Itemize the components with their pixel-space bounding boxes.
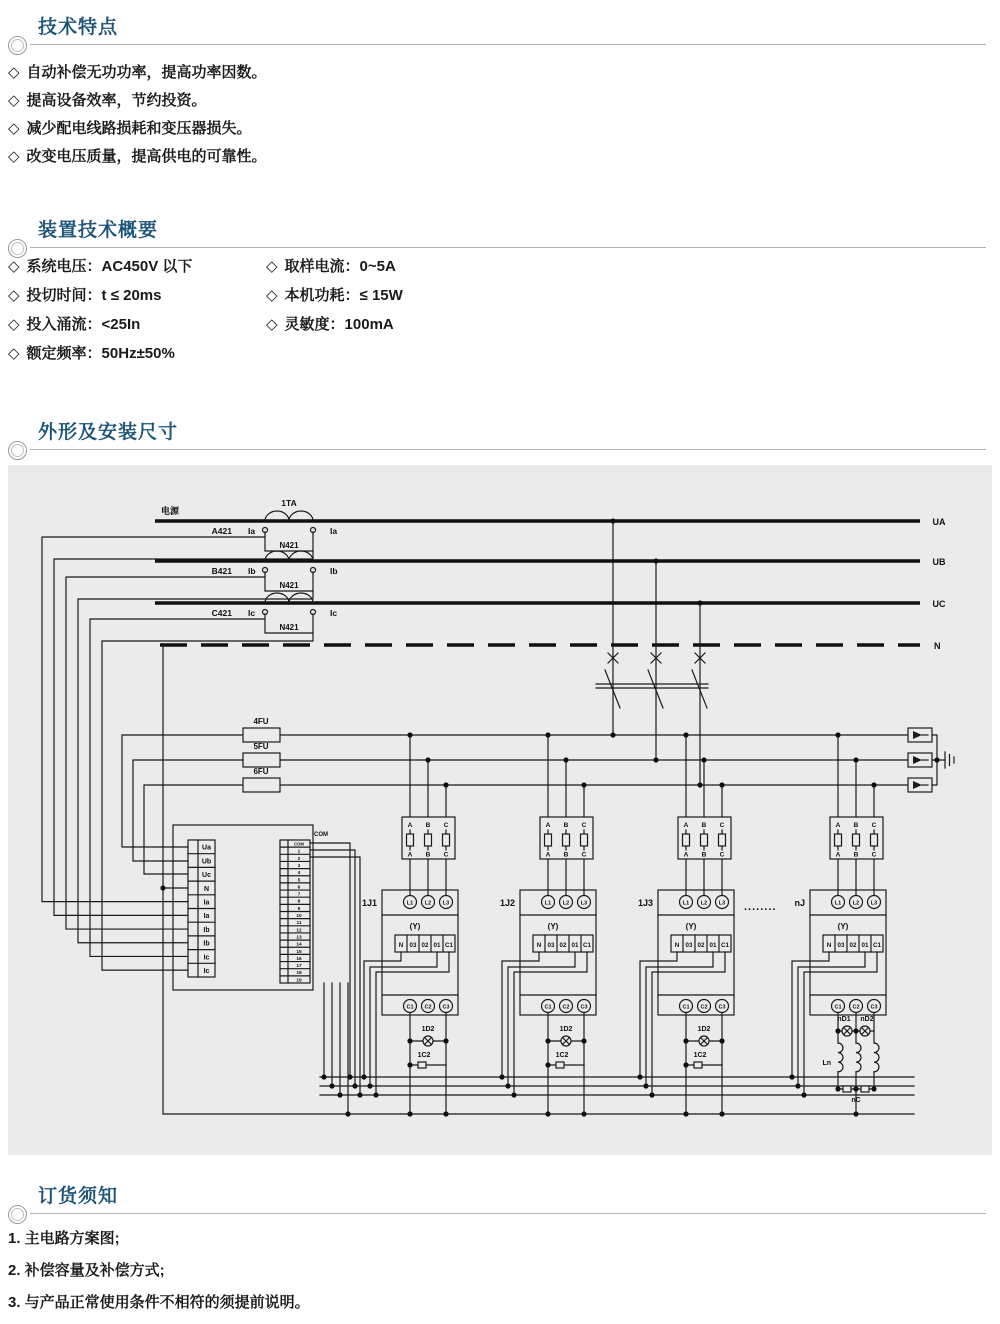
phase-label: C <box>581 822 587 829</box>
spec-item <box>266 285 403 306</box>
control-terminal-label: 01 <box>861 942 869 949</box>
diagram-shape <box>514 952 587 1095</box>
terminal-label: N <box>203 885 210 893</box>
diagram-shape <box>90 619 265 956</box>
phase-label: A <box>683 822 689 829</box>
capacitor-label: 1C2 <box>555 1052 569 1059</box>
lamp-label: 1D2 <box>697 1026 711 1033</box>
control-terminal-label: 01 <box>709 942 717 949</box>
terminal-number: 11 <box>296 921 302 927</box>
diagram-shape <box>683 1038 688 1043</box>
contact-label: L3 <box>718 900 726 907</box>
terminal-number: 1 <box>297 849 301 855</box>
diagram-shape <box>934 757 939 762</box>
output-label: C2 <box>562 1004 570 1011</box>
capacitor-label: 1C2 <box>417 1052 431 1059</box>
contact-label: L3 <box>442 900 450 907</box>
contact-label: L2 <box>424 900 432 907</box>
terminal-label: Uc <box>202 872 211 880</box>
phase-label: A <box>407 822 413 829</box>
diamond-bullet-icon: ◇ <box>8 120 20 137</box>
fuse-icon <box>853 834 860 846</box>
terminal-label: Ic <box>203 967 210 975</box>
lamp-label: 1D2 <box>559 1026 573 1033</box>
spec-item <box>8 256 192 277</box>
capacitor-icon <box>556 1062 564 1068</box>
spec-item <box>8 314 140 335</box>
phase-label: A <box>683 851 689 859</box>
diamond-bullet-icon: ◇ <box>8 64 20 81</box>
terminal-number: 18 <box>296 971 302 977</box>
control-terminal-label: N <box>536 942 542 949</box>
diagram-shape <box>835 1028 840 1033</box>
contact-label: L2 <box>700 900 708 907</box>
diagram-shape <box>853 1028 858 1033</box>
diagram-shape <box>801 1092 806 1097</box>
diamond-bullet-icon: ◇ <box>266 287 278 304</box>
feature-item <box>8 146 267 167</box>
diagram-shape <box>329 1083 334 1088</box>
terminal-label: Ia <box>203 913 210 921</box>
controller-box <box>173 825 313 990</box>
fuse-icon <box>871 834 878 846</box>
diagram-shape <box>243 753 280 767</box>
diagram-shape <box>581 782 586 787</box>
phase-label: B <box>853 851 859 859</box>
spec-item <box>8 343 175 364</box>
diamond-bullet-icon: ◇ <box>8 345 20 362</box>
ct-primary-label: B421 <box>211 566 232 576</box>
ordering-item: 1. 主电路方案图; <box>8 1230 120 1247</box>
terminal-label: Ub <box>201 858 212 866</box>
terminal-number: COM <box>294 841 304 847</box>
diagram-shape <box>563 757 568 762</box>
current-label: Ib <box>330 566 338 576</box>
section-divider <box>30 44 986 45</box>
diagram-shape <box>545 1062 550 1067</box>
diagram-shape <box>376 952 449 1095</box>
capacitor-label: 1C2 <box>693 1052 707 1059</box>
diamond-bullet-icon: ◇ <box>8 258 20 275</box>
diagram-shape <box>357 1092 362 1097</box>
phase-label: A <box>545 822 551 829</box>
diagram-shape <box>856 1043 861 1072</box>
current-label: Ia <box>248 526 256 536</box>
phase-label: C <box>443 822 449 829</box>
surge-arresters <box>908 728 954 792</box>
phase-label: A <box>835 822 841 829</box>
control-terminal-label: C1 <box>721 942 729 949</box>
fuse-label: 5FU <box>253 742 269 751</box>
spec-text: 投入涌流：<25In <box>26 316 141 333</box>
terminal-number: 15 <box>296 949 302 955</box>
section-ring-icon <box>8 239 27 258</box>
control-terminal-label: N <box>826 942 832 949</box>
diagram-shape <box>243 728 280 742</box>
control-terminal-label: 03 <box>409 942 417 949</box>
capacitor-icon <box>694 1062 702 1068</box>
feature-item <box>8 62 267 83</box>
spec-text: 投切时间：t ≤ 20ms <box>26 287 162 304</box>
diagram-shape <box>443 1038 448 1043</box>
diagram-shape <box>545 1038 550 1043</box>
diagram-shape <box>337 1092 342 1097</box>
control-terminal-label: C1 <box>445 942 453 949</box>
ordering-item: 2. 补偿容量及补偿方式; <box>8 1262 165 1279</box>
diagram-shape <box>425 757 430 762</box>
terminal-number: 17 <box>296 964 302 970</box>
diagram-shape <box>835 732 840 737</box>
diagram-shape <box>697 782 702 787</box>
fuse-icon <box>835 834 842 846</box>
diagram-shape <box>321 1074 326 1079</box>
section-divider <box>30 1213 986 1214</box>
fuse-icon <box>545 834 552 846</box>
diagram-shape <box>683 1062 688 1067</box>
contact-label: L1 <box>682 900 690 907</box>
output-label: C1 <box>406 1004 414 1011</box>
spec-text: 灵敏度：100mA <box>284 316 394 333</box>
phase-label: B <box>563 851 569 859</box>
diagram-shape <box>511 1092 516 1097</box>
diagram-shape <box>701 757 706 762</box>
control-terminal-label: C1 <box>873 942 881 949</box>
diagram-shape <box>719 1038 724 1043</box>
fuse-label: 4FU <box>253 717 269 726</box>
current-label: Ia <box>330 526 338 536</box>
phase-label: C <box>871 822 877 829</box>
diagram-shape <box>838 1043 843 1072</box>
diagram-shape <box>789 1074 794 1079</box>
diagram-shape <box>835 1086 840 1091</box>
section-divider <box>30 247 986 248</box>
diagram-shape <box>874 1043 879 1072</box>
terminal-label: Ib <box>203 926 210 934</box>
control-terminal-label: 02 <box>421 942 429 949</box>
ct-name-label: 1TA <box>281 498 297 508</box>
current-label: Ic <box>248 608 256 618</box>
neutral-bus-label: N <box>934 641 941 651</box>
diagram-shape <box>545 732 550 737</box>
diagram-shape <box>407 1062 412 1067</box>
diagram-shape <box>320 1077 914 1095</box>
reactor-label: Ln <box>822 1060 831 1067</box>
terminal-number: 19 <box>296 978 302 984</box>
phase-label: B <box>563 822 569 829</box>
coil-label: (Y) <box>409 922 421 931</box>
ct-primary-label: C421 <box>211 608 232 618</box>
terminal-number: 5 <box>297 878 301 884</box>
output-label: C3 <box>580 1004 588 1011</box>
diagram-shape <box>407 1038 412 1043</box>
capacitor-icon <box>861 1086 869 1092</box>
phase-label: B <box>701 851 707 859</box>
branch-name: 1J3 <box>637 898 653 908</box>
bus-label: UB <box>932 557 946 567</box>
phase-label: B <box>425 822 431 829</box>
terminal-number: 4 <box>297 871 301 877</box>
branch-name: 1J2 <box>499 898 515 908</box>
output-label: C1 <box>544 1004 552 1011</box>
terminal-label: Ib <box>203 940 210 948</box>
fuse-icon <box>425 834 432 846</box>
spec-text: 系统电压：AC450V 以下 <box>26 258 193 275</box>
diagram-shape <box>352 1083 357 1088</box>
output-label: C3 <box>718 1004 726 1011</box>
feature-text: 自动补偿无功功率，提高功率因数。 <box>26 64 267 81</box>
diagram-shape <box>163 645 914 1114</box>
diagram-shape <box>683 1111 688 1116</box>
diagram-shape <box>652 952 725 1095</box>
diagram-shape <box>499 1074 504 1079</box>
output-label: C3 <box>442 1004 450 1011</box>
feature-item <box>8 118 252 139</box>
fuse-icon <box>701 834 708 846</box>
diagram-shape <box>407 732 412 737</box>
terminal-number: 10 <box>296 914 302 919</box>
terminal-number: 13 <box>296 935 302 941</box>
diagram-shape <box>443 782 448 787</box>
control-terminal-label: 03 <box>685 942 693 949</box>
ordering-item: 3. 与产品正常使用条件不相符的须提前说明。 <box>8 1294 310 1311</box>
circuit-schematic <box>8 465 992 1155</box>
terminal-number: 6 <box>297 885 301 891</box>
output-label: C1 <box>834 1004 842 1011</box>
section-divider <box>30 449 986 450</box>
ct-secondary-label: N421 <box>279 623 299 632</box>
section-title-specs: 装置技术概要 <box>38 220 159 241</box>
diagram-shape <box>853 1111 858 1116</box>
diagram-shape <box>324 983 348 1114</box>
ct-secondary-label: N421 <box>279 581 299 590</box>
phase-label: A <box>407 851 413 859</box>
contact-label: L2 <box>562 900 570 907</box>
branch-name: 1J1 <box>361 898 377 908</box>
section-ring-icon <box>8 36 27 55</box>
diagram-shape <box>945 752 954 768</box>
diagram-shape <box>407 1111 412 1116</box>
diagram-shape <box>871 782 876 787</box>
diagram-panel <box>8 465 992 1155</box>
diagram-shape <box>581 1111 586 1116</box>
phase-label: C <box>719 851 725 859</box>
diagram-shape <box>361 1074 366 1079</box>
lamp-label: 1D2 <box>421 1026 435 1033</box>
output-label: C1 <box>682 1004 690 1011</box>
main-switch <box>596 518 708 787</box>
terminal-number: 12 <box>296 928 302 934</box>
spec-text: 取样电流：0~5A <box>284 258 396 275</box>
diagram-shape <box>373 1092 378 1097</box>
contact-label: L1 <box>544 900 552 907</box>
spec-item <box>8 285 161 306</box>
diagram-shape <box>853 757 858 762</box>
phase-label: A <box>835 851 841 859</box>
controller-strip-exits <box>310 843 363 1117</box>
section-ring-icon <box>8 441 27 460</box>
diagram-shape <box>637 1074 642 1079</box>
fuse-icon <box>683 834 690 846</box>
terminal-label: Ua <box>202 844 211 852</box>
fuse-icon <box>563 834 570 846</box>
power-source-label: 电源 <box>161 506 180 516</box>
phase-label: B <box>701 822 707 829</box>
fuse-icon <box>581 834 588 846</box>
output-label: C2 <box>700 1004 708 1011</box>
diagram-shape <box>160 885 165 890</box>
terminal-number: 3 <box>297 863 301 869</box>
output-label: C2 <box>852 1004 860 1011</box>
control-rails <box>320 1077 914 1095</box>
lamp-label: nD2 <box>860 1016 874 1023</box>
section-title-dimensions: 外形及安装尺寸 <box>38 422 179 443</box>
contact-label: L1 <box>406 900 414 907</box>
control-terminal-label: 02 <box>559 942 567 949</box>
diamond-bullet-icon: ◇ <box>8 316 20 333</box>
diamond-bullet-icon: ◇ <box>8 287 20 304</box>
ct-secondary-label: N421 <box>279 541 299 550</box>
diamond-bullet-icon: ◇ <box>266 316 278 333</box>
terminal-number: 14 <box>296 942 302 948</box>
coil-label: (Y) <box>837 922 849 931</box>
terminal-number: 8 <box>297 899 301 905</box>
control-terminal-label: 01 <box>571 942 579 949</box>
diagram-shape <box>804 952 877 1095</box>
diagram-shape <box>133 760 908 861</box>
phase-label: B <box>853 822 859 829</box>
diagram-shape <box>683 732 688 737</box>
current-label: Ic <box>330 608 338 618</box>
diagram-shape <box>243 778 280 792</box>
diagram-shape <box>719 1111 724 1116</box>
capacitor-icon <box>418 1062 426 1068</box>
control-terminal-label: 03 <box>837 942 845 949</box>
diagram-shape <box>66 577 265 929</box>
fuse-icon <box>719 834 726 846</box>
capacitor-label: nC <box>851 1097 861 1104</box>
contact-label: L3 <box>870 900 878 907</box>
diagram-shape <box>367 1083 372 1088</box>
coil-label: (Y) <box>547 922 559 931</box>
output-label: C2 <box>424 1004 432 1011</box>
control-terminal-label: 03 <box>547 942 555 949</box>
control-terminal-label: N <box>398 942 404 949</box>
control-terminal-label: N <box>674 942 680 949</box>
diagram-shape <box>653 757 658 762</box>
diagram-shape <box>719 782 724 787</box>
phase-label: B <box>425 851 431 859</box>
spec-text: 本机功耗：≤ 15W <box>284 287 403 304</box>
diagram-shape <box>795 1083 800 1088</box>
fuse-label: 6FU <box>253 767 269 776</box>
control-terminal-label: C1 <box>583 942 591 949</box>
com-label: COM <box>314 832 328 838</box>
diagram-shape <box>610 732 615 737</box>
control-terminal-label: 01 <box>433 942 441 949</box>
bus-label: UC <box>932 599 946 609</box>
diagram-shape <box>347 1074 352 1079</box>
spec-item <box>266 314 394 335</box>
terminal-label: Ic <box>203 954 210 962</box>
lamp-label: nD1 <box>837 1016 851 1023</box>
diagram-shape <box>581 1038 586 1043</box>
terminal-label: Ia <box>203 899 210 907</box>
contact-label: L3 <box>580 900 588 907</box>
spec-item <box>266 256 396 277</box>
branch-name: nJ <box>794 898 805 908</box>
phase-label: C <box>871 851 877 859</box>
diamond-bullet-icon: ◇ <box>8 92 20 109</box>
control-terminal-label: 02 <box>849 942 857 949</box>
coil-label: (Y) <box>685 922 697 931</box>
ct-primary-label: A421 <box>211 526 232 536</box>
diagram-shape <box>122 735 908 847</box>
section-title-ordering: 订货须知 <box>38 1186 119 1207</box>
control-terminal-label: 02 <box>697 942 705 949</box>
terminal-number: 9 <box>297 906 301 912</box>
feature-text: 提高设备效率，节约投资。 <box>26 92 207 109</box>
phase-label: A <box>545 851 551 859</box>
spec-text: 额定频率：50Hz±50% <box>26 345 175 362</box>
ellipsis-label: ........ <box>744 901 777 913</box>
diagram-shape <box>649 1092 654 1097</box>
contact-label: L1 <box>834 900 842 907</box>
diagram-shape <box>545 1111 550 1116</box>
capacitor-icon <box>843 1086 851 1092</box>
bus-label: UA <box>932 517 946 527</box>
fuse-icon <box>443 834 450 846</box>
diagram-shape <box>871 1086 876 1091</box>
diamond-bullet-icon: ◇ <box>266 258 278 275</box>
terminal-number: 7 <box>297 892 301 898</box>
diamond-bullet-icon: ◇ <box>8 148 20 165</box>
output-label: C3 <box>870 1004 878 1011</box>
terminal-number: 16 <box>296 956 302 962</box>
contact-label: L2 <box>852 900 860 907</box>
feature-item <box>8 90 207 111</box>
fuse-icon <box>407 834 414 846</box>
phase-label: C <box>443 851 449 859</box>
feature-text: 改变电压质量，提高供电的可靠性。 <box>26 148 267 165</box>
neutral-line <box>160 645 920 1114</box>
terminal-number: 2 <box>297 856 301 862</box>
diagram-shape <box>310 843 360 1095</box>
section-ring-icon <box>8 1205 27 1224</box>
feature-text: 减少配电线路损耗和变压器损失。 <box>26 120 252 137</box>
diagram-shape <box>643 1083 648 1088</box>
phase-label: C <box>719 822 725 829</box>
current-label: Ib <box>248 566 256 576</box>
diagram-shape <box>505 1083 510 1088</box>
section-title-features: 技术特点 <box>38 17 119 38</box>
phase-label: C <box>581 851 587 859</box>
diagram-shape <box>345 1111 350 1116</box>
diagram-shape <box>443 1111 448 1116</box>
